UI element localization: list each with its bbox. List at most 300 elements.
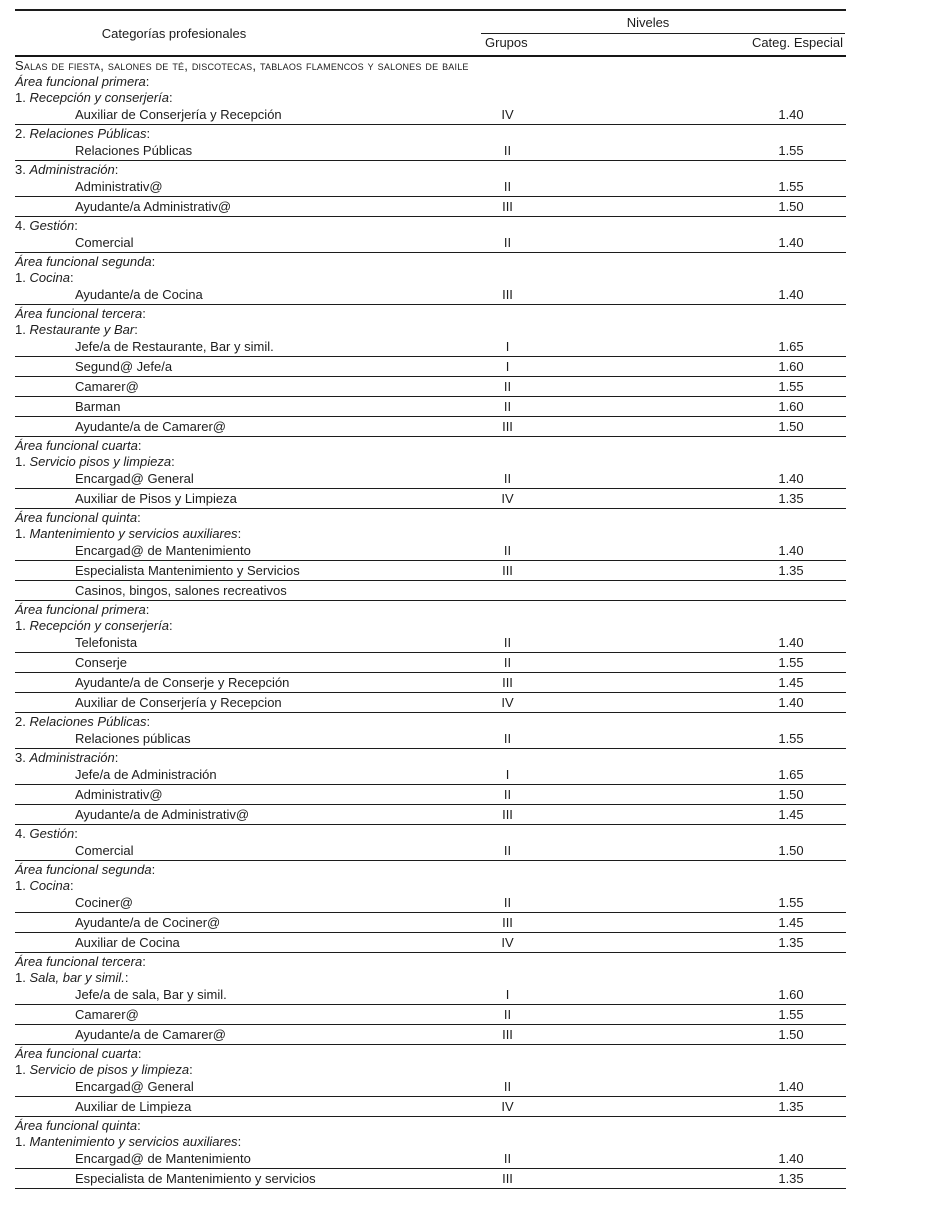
table-body xyxy=(15,57,846,1189)
category-cell xyxy=(15,633,435,652)
table-row xyxy=(15,805,846,825)
table-row xyxy=(15,141,846,161)
heading-prefix: 3. xyxy=(15,161,30,177)
grupo-cell xyxy=(435,1133,580,1149)
category-label: Ayudante/a de Administrativ@ xyxy=(75,807,250,822)
category-cell xyxy=(15,1169,435,1188)
heading-name: Servicio pisos y limpieza xyxy=(29,453,172,469)
heading-name: Área funcional tercera xyxy=(15,305,143,321)
categ-especial-cell: 1.60 xyxy=(778,359,804,374)
category-label: Segund@ Jefe/a xyxy=(75,359,173,374)
category-cell xyxy=(15,1077,435,1096)
table-row xyxy=(15,489,846,509)
table-row xyxy=(15,357,846,377)
table-row xyxy=(15,969,846,985)
table-row xyxy=(15,693,846,713)
categ-especial-cell xyxy=(730,57,852,73)
heading-suffix: : xyxy=(124,969,129,985)
heading-name: Relaciones Públicas xyxy=(29,713,147,729)
heading-suffix: : xyxy=(237,525,242,541)
grupo-cell: I xyxy=(505,767,510,782)
grupo-cell: II xyxy=(503,143,512,158)
table-row xyxy=(15,765,846,785)
table-row xyxy=(15,1005,846,1025)
heading-suffix: : xyxy=(134,321,138,337)
categ-especial-cell xyxy=(730,89,852,105)
heading-name: Área funcional cuarta xyxy=(15,1045,138,1061)
grupo-cell xyxy=(435,437,580,453)
category-cell xyxy=(15,541,435,560)
category-label: Especialista Mantenimiento y Servicios xyxy=(75,563,300,578)
heading-suffix: : xyxy=(168,617,173,633)
category-cell xyxy=(15,729,435,748)
categ-especial-cell: 1.35 xyxy=(778,1099,804,1114)
category-cell xyxy=(15,861,435,877)
heading-suffix: : xyxy=(145,601,150,617)
grupo-cell xyxy=(435,453,580,469)
category-cell xyxy=(15,561,435,580)
grupo-cell: III xyxy=(502,287,513,302)
categ-especial-cell: 1.55 xyxy=(778,143,804,158)
category-cell xyxy=(15,1149,435,1168)
heading-suffix: : xyxy=(142,305,146,321)
table-row xyxy=(15,1149,846,1169)
heading-prefix: 4. xyxy=(15,217,30,233)
categ-especial-cell xyxy=(730,969,852,985)
categ-especial-cell: 1.60 xyxy=(778,399,804,414)
grupo-cell: II xyxy=(503,895,512,910)
category-cell xyxy=(15,125,435,141)
category-cell xyxy=(15,161,435,177)
category-label: Encargad@ General xyxy=(75,471,194,486)
category-cell xyxy=(15,357,435,376)
categ-especial-cell xyxy=(730,861,852,877)
categ-especial-cell xyxy=(730,253,852,269)
category-cell xyxy=(15,177,435,196)
table-row xyxy=(15,469,846,489)
categ-especial-cell xyxy=(730,1117,852,1133)
table-row xyxy=(15,161,846,177)
categ-especial-cell: 1.35 xyxy=(778,491,804,506)
categ-especial-cell xyxy=(730,73,852,89)
category-cell xyxy=(15,785,435,804)
table-row xyxy=(15,269,846,285)
category-cell xyxy=(15,749,435,765)
category-cell xyxy=(15,913,435,932)
heading-name: Área funcional cuarta xyxy=(15,437,138,453)
categ-especial-cell xyxy=(730,581,852,600)
category-cell xyxy=(15,105,435,124)
heading-name: Área funcional primera xyxy=(15,73,146,89)
heading-suffix: : xyxy=(137,437,142,453)
categ-especial-cell xyxy=(730,953,852,969)
category-cell xyxy=(15,1133,435,1149)
categ-especial-cell: 1.45 xyxy=(778,807,804,822)
category-cell xyxy=(15,893,435,912)
table-row xyxy=(15,601,846,617)
table-row xyxy=(15,933,846,953)
category-cell xyxy=(15,57,469,73)
heading-suffix: : xyxy=(151,861,156,877)
grupo-cell: IV xyxy=(501,1099,514,1114)
categ-especial-cell: 1.50 xyxy=(778,843,804,858)
categ-especial-cell xyxy=(730,269,852,285)
category-cell xyxy=(15,73,435,89)
heading-name: Gestión xyxy=(29,217,75,233)
category-cell xyxy=(15,877,435,893)
table-row xyxy=(15,825,846,841)
grupo-cell xyxy=(435,953,580,969)
table-row xyxy=(15,253,846,269)
table-row xyxy=(15,953,846,969)
category-label: Camarer@ xyxy=(75,379,139,394)
table-row xyxy=(15,285,846,305)
category-label: Relaciones públicas xyxy=(75,731,191,746)
heading-prefix: 1. xyxy=(15,321,30,337)
category-cell xyxy=(15,321,435,337)
table-row xyxy=(15,125,846,141)
grupo-cell: II xyxy=(503,471,512,486)
categ-especial-cell: 1.40 xyxy=(778,635,804,650)
categ-especial-cell: 1.50 xyxy=(778,419,804,434)
table-row xyxy=(15,1133,846,1149)
heading-suffix: : xyxy=(146,125,151,141)
grupo-cell: II xyxy=(503,399,512,414)
grupo-cell: IV xyxy=(501,491,514,506)
categ-especial-cell: 1.45 xyxy=(778,915,804,930)
category-label: Especialista de Mantenimiento y servicios xyxy=(75,1171,316,1186)
category-cell xyxy=(15,1061,435,1077)
heading-name: Cocina xyxy=(29,269,70,285)
category-label: Ayudante/a de Camarer@ xyxy=(75,419,226,434)
grupo-cell: III xyxy=(502,1027,513,1042)
categ-especial-cell xyxy=(730,749,852,765)
table-row xyxy=(15,57,846,73)
heading-prefix: 1. xyxy=(15,525,30,541)
table-row xyxy=(15,581,846,601)
grupo-cell xyxy=(435,825,580,841)
heading-name: Área funcional tercera xyxy=(15,953,143,969)
categ-especial-cell: 1.55 xyxy=(778,731,804,746)
category-label: Casinos, bingos, salones recreativos xyxy=(75,583,287,598)
heading-name: Administración xyxy=(29,161,115,177)
category-cell xyxy=(15,653,435,672)
table-row xyxy=(15,653,846,673)
category-cell xyxy=(15,953,435,969)
grupo-cell xyxy=(435,861,580,877)
heading-name: Recepción y conserjería xyxy=(29,617,169,633)
table-row xyxy=(15,1097,846,1117)
category-cell xyxy=(15,217,435,233)
table-row xyxy=(15,1077,846,1097)
table-row xyxy=(15,397,846,417)
table-row xyxy=(15,729,846,749)
category-label: Ayudante/a de Camarer@ xyxy=(75,1027,226,1042)
grupo-cell: III xyxy=(502,563,513,578)
category-label: Jefe/a de sala, Bar y simil. xyxy=(75,987,227,1002)
categ-especial-cell: 1.40 xyxy=(778,1079,804,1094)
category-cell xyxy=(15,305,435,321)
table-row xyxy=(15,453,846,469)
grupo-cell: II xyxy=(503,179,512,194)
section-title-text: Salas de fiesta, salones de té, discotecas, tablaos flamencos y salones de baile xyxy=(15,57,469,73)
table-row xyxy=(15,525,846,541)
table-row xyxy=(15,861,846,877)
heading-name: Área funcional segunda xyxy=(15,861,152,877)
heading-name: Relaciones Públicas xyxy=(29,125,147,141)
table-row xyxy=(15,337,846,357)
categ-especial-cell: 1.45 xyxy=(778,675,804,690)
category-cell xyxy=(15,969,435,985)
header-grupos: Grupos xyxy=(485,35,528,50)
category-cell xyxy=(15,841,435,860)
category-label: Camarer@ xyxy=(75,1007,139,1022)
categ-especial-cell xyxy=(730,305,852,321)
categ-especial-cell: 1.40 xyxy=(778,287,804,302)
category-label: Administrativ@ xyxy=(75,179,163,194)
category-label: Ayudante/a de Cociner@ xyxy=(75,915,221,930)
table-row xyxy=(15,633,846,653)
category-label: Comercial xyxy=(75,235,134,250)
table-row xyxy=(15,785,846,805)
grupo-cell xyxy=(435,305,580,321)
categ-especial-cell: 1.35 xyxy=(778,1171,804,1186)
grupo-cell xyxy=(435,509,580,525)
category-label: Jefe/a de Restaurante, Bar y simil. xyxy=(75,339,274,354)
heading-prefix: 1. xyxy=(15,1061,30,1077)
categ-especial-cell xyxy=(730,601,852,617)
heading-prefix: 1. xyxy=(15,453,30,469)
grupo-cell: II xyxy=(503,787,512,802)
table-row xyxy=(15,1169,846,1189)
category-label: Jefe/a de Administración xyxy=(75,767,217,782)
table-row xyxy=(15,197,846,217)
categ-especial-cell: 1.50 xyxy=(778,787,804,802)
grupo-cell xyxy=(435,969,580,985)
grupo-cell: I xyxy=(505,359,510,374)
heading-name: Administración xyxy=(29,749,115,765)
categ-especial-cell: 1.55 xyxy=(778,895,804,910)
category-cell xyxy=(15,765,435,784)
grupo-cell: III xyxy=(502,419,513,434)
grupo-cell: II xyxy=(503,655,512,670)
grupo-cell xyxy=(435,617,580,633)
heading-suffix: : xyxy=(69,269,74,285)
table-row xyxy=(15,1045,846,1061)
table-row xyxy=(15,893,846,913)
grupo-cell xyxy=(435,73,580,89)
grupo-cell: II xyxy=(503,1151,512,1166)
table-row xyxy=(15,217,846,233)
category-cell xyxy=(15,469,435,488)
categ-especial-cell: 1.40 xyxy=(778,235,804,250)
grupo-cell xyxy=(435,1045,580,1061)
grupo-cell xyxy=(435,1117,580,1133)
heading-suffix: : xyxy=(142,953,146,969)
categ-especial-cell xyxy=(730,877,852,893)
grupo-cell xyxy=(435,713,580,729)
category-label: Encargad@ de Mantenimiento xyxy=(75,1151,251,1166)
heading-prefix: 1. xyxy=(15,89,30,105)
category-cell xyxy=(15,1025,435,1044)
heading-suffix: : xyxy=(146,713,151,729)
heading-name: Servicio de pisos y limpieza xyxy=(29,1061,190,1077)
categ-especial-cell: 1.55 xyxy=(778,179,804,194)
heading-name: Restaurante y Bar xyxy=(29,321,135,337)
heading-prefix: 1. xyxy=(15,1133,30,1149)
table-row xyxy=(15,673,846,693)
category-cell xyxy=(15,437,435,453)
category-cell xyxy=(15,933,435,952)
grupo-cell: II xyxy=(503,1079,512,1094)
category-cell xyxy=(15,197,435,216)
heading-suffix: : xyxy=(151,253,156,269)
categ-especial-cell: 1.35 xyxy=(778,935,804,950)
grupo-cell: III xyxy=(502,915,513,930)
table-row xyxy=(15,541,846,561)
category-cell xyxy=(15,1117,435,1133)
table-row xyxy=(15,1061,846,1077)
grupo-cell xyxy=(435,581,580,600)
table-row xyxy=(15,1117,846,1133)
grupo-cell: II xyxy=(503,543,512,558)
category-label: Encargad@ General xyxy=(75,1079,194,1094)
categ-especial-cell: 1.55 xyxy=(778,379,804,394)
categ-especial-cell: 1.60 xyxy=(778,987,804,1002)
table-row xyxy=(15,417,846,437)
table-row xyxy=(15,1025,846,1045)
categ-especial-cell: 1.55 xyxy=(778,1007,804,1022)
categ-especial-cell xyxy=(730,525,852,541)
heading-suffix: : xyxy=(74,825,78,841)
grupo-cell: II xyxy=(503,235,512,250)
table-row xyxy=(15,305,846,321)
category-label: Auxiliar de Cocina xyxy=(75,935,180,950)
categ-especial-cell xyxy=(730,1061,852,1077)
category-label: Administrativ@ xyxy=(75,787,163,802)
heading-name: Mantenimiento y servicios auxiliares xyxy=(29,1133,238,1149)
category-label: Telefonista xyxy=(75,635,138,650)
table-row xyxy=(15,749,846,765)
table-row xyxy=(15,73,846,89)
category-cell xyxy=(15,233,435,252)
categ-especial-cell: 1.40 xyxy=(778,107,804,122)
header-niveles: Niveles xyxy=(481,11,845,34)
grupo-cell: IV xyxy=(501,107,514,122)
grupo-cell xyxy=(435,525,580,541)
heading-name: Cocina xyxy=(29,877,70,893)
heading-name: Área funcional quinta xyxy=(15,509,138,525)
category-cell xyxy=(15,269,435,285)
categ-especial-cell xyxy=(730,1045,852,1061)
heading-prefix: 1. xyxy=(15,269,30,285)
table-row xyxy=(15,561,846,581)
grupo-cell: III xyxy=(502,807,513,822)
heading-prefix: 3. xyxy=(15,749,30,765)
heading-name: Gestión xyxy=(29,825,75,841)
grupo-cell xyxy=(435,269,580,285)
heading-name: Área funcional segunda xyxy=(15,253,152,269)
grupo-cell xyxy=(435,1061,580,1077)
heading-name: Recepción y conserjería xyxy=(29,89,169,105)
grupo-cell: III xyxy=(502,675,513,690)
categ-especial-cell: 1.55 xyxy=(778,655,804,670)
categ-especial-cell xyxy=(730,125,852,141)
categ-especial-cell: 1.40 xyxy=(778,695,804,710)
category-cell xyxy=(15,525,435,541)
table-row xyxy=(15,509,846,525)
categ-especial-cell: 1.65 xyxy=(778,767,804,782)
category-label: Comercial xyxy=(75,843,134,858)
heading-name: Área funcional primera xyxy=(15,601,146,617)
heading-suffix: : xyxy=(137,1045,142,1061)
table-row xyxy=(15,177,846,197)
heading-suffix: : xyxy=(114,749,119,765)
table-row xyxy=(15,321,846,337)
heading-prefix: 1. xyxy=(15,877,30,893)
heading-prefix: 4. xyxy=(15,825,30,841)
grupo-cell xyxy=(435,89,580,105)
categ-especial-cell: 1.65 xyxy=(778,339,804,354)
categ-especial-cell xyxy=(730,453,852,469)
category-cell xyxy=(15,581,435,600)
grupo-cell xyxy=(435,217,580,233)
category-cell xyxy=(15,693,435,712)
category-label: Ayudante/a de Conserje y Recepción xyxy=(75,675,290,690)
category-cell xyxy=(15,253,435,269)
grupo-cell: II xyxy=(503,731,512,746)
category-cell xyxy=(15,985,435,1004)
categ-especial-cell xyxy=(730,713,852,729)
grupo-cell xyxy=(435,125,580,141)
category-cell xyxy=(15,805,435,824)
categ-especial-cell: 1.40 xyxy=(778,1151,804,1166)
table-row xyxy=(15,713,846,729)
heading-suffix: : xyxy=(145,73,150,89)
grupo-cell: IV xyxy=(501,935,514,950)
heading-suffix: : xyxy=(171,453,175,469)
category-label: Relaciones Públicas xyxy=(75,143,193,158)
categ-especial-cell: 1.50 xyxy=(778,199,804,214)
categ-especial-cell: 1.50 xyxy=(778,1027,804,1042)
categ-especial-cell xyxy=(730,321,852,337)
heading-name: Mantenimiento y servicios auxiliares xyxy=(29,525,238,541)
heading-suffix: : xyxy=(137,509,141,525)
grupo-cell xyxy=(435,601,580,617)
grupo-cell xyxy=(435,749,580,765)
table-row xyxy=(15,985,846,1005)
heading-prefix: 2. xyxy=(15,125,30,141)
grupo-cell xyxy=(435,253,580,269)
heading-prefix: 1. xyxy=(15,969,30,985)
categ-especial-cell xyxy=(730,509,852,525)
grupo-cell xyxy=(435,321,580,337)
heading-suffix: : xyxy=(237,1133,242,1149)
table-row xyxy=(15,877,846,893)
header-categorias-profesionales: Categorías profesionales xyxy=(101,25,247,41)
category-cell xyxy=(15,453,435,469)
table-row xyxy=(15,617,846,633)
categ-especial-cell xyxy=(730,617,852,633)
category-cell xyxy=(15,617,435,633)
category-cell xyxy=(15,489,435,508)
category-cell xyxy=(15,141,435,160)
header-categ-especial: Categ. Especial xyxy=(751,35,843,50)
categ-especial-cell: 1.40 xyxy=(778,471,804,486)
category-label: Auxiliar de Conserjería y Recepcion xyxy=(75,695,282,710)
category-cell xyxy=(15,337,435,356)
heading-suffix: : xyxy=(189,1061,193,1077)
